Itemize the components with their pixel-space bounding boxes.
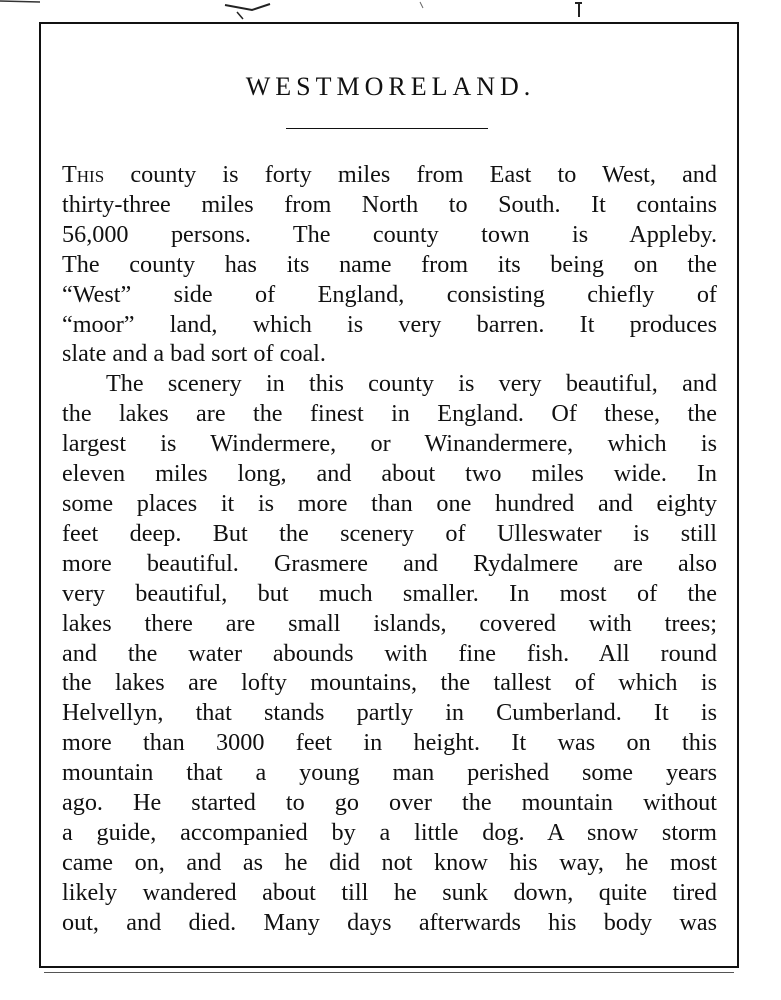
- text-line: ago. He started to go over the mountain without: [62, 789, 717, 817]
- text-line: Helvellyn, that stands partly in Cumberland. It is: [62, 699, 717, 727]
- text-line: “moor” land, which is very barren. It produces: [62, 310, 717, 338]
- text-line: feet deep. But the scenery of Ulleswater is still: [62, 519, 717, 547]
- text-line: a guide, accompanied by a little dog. A snow storm: [62, 818, 717, 846]
- text-line: This county is forty miles from East to West, and: [62, 161, 717, 188]
- text-line: slate and a bad sort of coal.: [62, 340, 326, 368]
- text-line: “West” side of England, consisting chiefly of: [62, 280, 717, 308]
- text-line: lakes there are small islands, covered with trees;: [62, 609, 717, 637]
- text-line: more beautiful. Grasmere and Rydalmere are also: [62, 549, 717, 577]
- lead-word: This: [62, 161, 105, 188]
- text-line: The county has its name from its being on the: [62, 250, 717, 278]
- text-line: and the water abounds with fine fish. All round: [62, 639, 717, 667]
- page-title: WESTMORELAND.: [245, 72, 536, 101]
- text-line: likely wandered about till he sunk down, quite tired: [62, 878, 717, 906]
- scan-specks: [0, 0, 781, 22]
- text-line: some places it is more than one hundred and eighty: [62, 489, 717, 517]
- text-line: mountain that a young man perished some years: [62, 759, 717, 787]
- text-line: eleven miles long, and about two miles wide. In: [62, 460, 717, 488]
- text-line: The scenery in this county is very beautiful, and: [106, 370, 717, 398]
- text-line: largest is Windermere, or Winandermere, which is: [62, 430, 717, 458]
- article-body: [62, 160, 717, 938]
- text-line: more than 3000 feet in height. It was on this: [62, 729, 717, 757]
- text-line: 56,000 persons. The county town is Appleby.: [62, 220, 717, 248]
- text-line: the lakes are the finest in England. Of these, the: [62, 400, 717, 428]
- text-line: thirty-three miles from North to South. It contains: [62, 190, 717, 218]
- text-line: out, and died. Many days afterwards his body was: [62, 908, 717, 936]
- text-line: came on, and as he did not know his way, he most: [62, 848, 717, 876]
- bottom-rule: [44, 972, 734, 973]
- title-divider: [286, 128, 488, 129]
- text-line: very beautiful, but much smaller. In most of the: [62, 579, 717, 607]
- text-line: the lakes are lofty mountains, the tallest of which is: [62, 669, 717, 697]
